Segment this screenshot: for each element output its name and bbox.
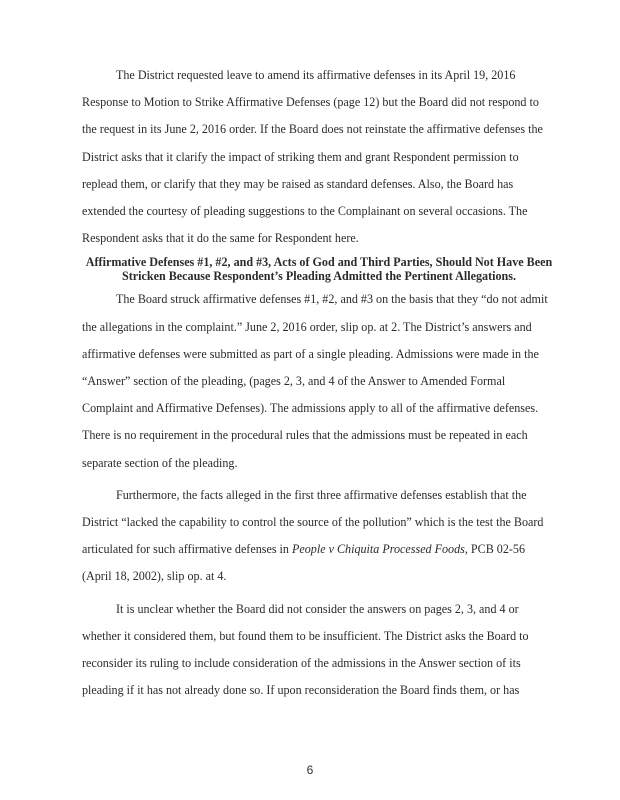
section-heading-line-2: Stricken Because Respondent’s Pleading Admitted the Pertinent Allegations. xyxy=(122,269,516,284)
paragraph-furthermore xyxy=(82,482,556,591)
paragraph-furthermore-citation-tail: , PCB 02-56 (April 18, 2002), slip op. at 4. xyxy=(82,542,526,584)
section-heading-line-1: Affirmative Defenses #1, #2, and #3, Acts of God and Third Parties, Should Not Have Been xyxy=(85,255,553,270)
paragraph-unclear-consideration: It is unclear whether the Board did not consider the answers on pages 2, 3, and 4 or whether it considered them, but found them to be insufficient. The District asks the Board to reconsider its ruling to include consideration of the admissions in the Answer section of its pleading if it has not already done so. If upon reconsideration the Board finds them, or has xyxy=(82,601,529,698)
document-body xyxy=(82,62,556,704)
case-citation: People v Chiquita Processed Foods xyxy=(292,542,465,557)
paragraph-board-struck-defenses: The Board struck affirmative defenses #1, #2, and #3 on the basis that they “do not admit the allegations in the complaint.” June 2, 2016 order, slip op. at 2. The District’s answers and affirmative defenses were submitted as part of a single pleading. Admissions were made in the “Answer” section of the pleading, (pages 2, 3, and 4 of the Answer to Amended Formal Complaint and Affirmative Defenses). The admissions apply to all of the affirmative defenses. There is no requirement in the procedural rules that the admissions must be repeated in each separate section of the pleading. xyxy=(82,292,548,470)
section-heading xyxy=(82,255,556,283)
paragraph-leave-to-amend: The District requested leave to amend its affirmative defenses in its April 19, 2016 Response to Motion to Strike Affirmative Defenses (page 12) but the Board did not respond to the request in its June 2, 2016 order. If the Board does not reinstate the affirmative defenses the District asks that it clarify the impact of striking them and grant Respondent permission to replead them, or clarify that they may be raised as standard defenses. Also, the Board has extended the courtesy of pleading suggestions to the Complainant on several occasions. The Respondent asks that it do the same for Respondent here. xyxy=(82,68,543,246)
paragraph-furthermore-text: Furthermore, the facts alleged in the first three affirmative defenses establish that the District “lacked the capability to control the source of the pollution” which is the test the Board articulated for such affirmative defenses in xyxy=(82,487,544,557)
page-number: 6 xyxy=(306,763,314,777)
